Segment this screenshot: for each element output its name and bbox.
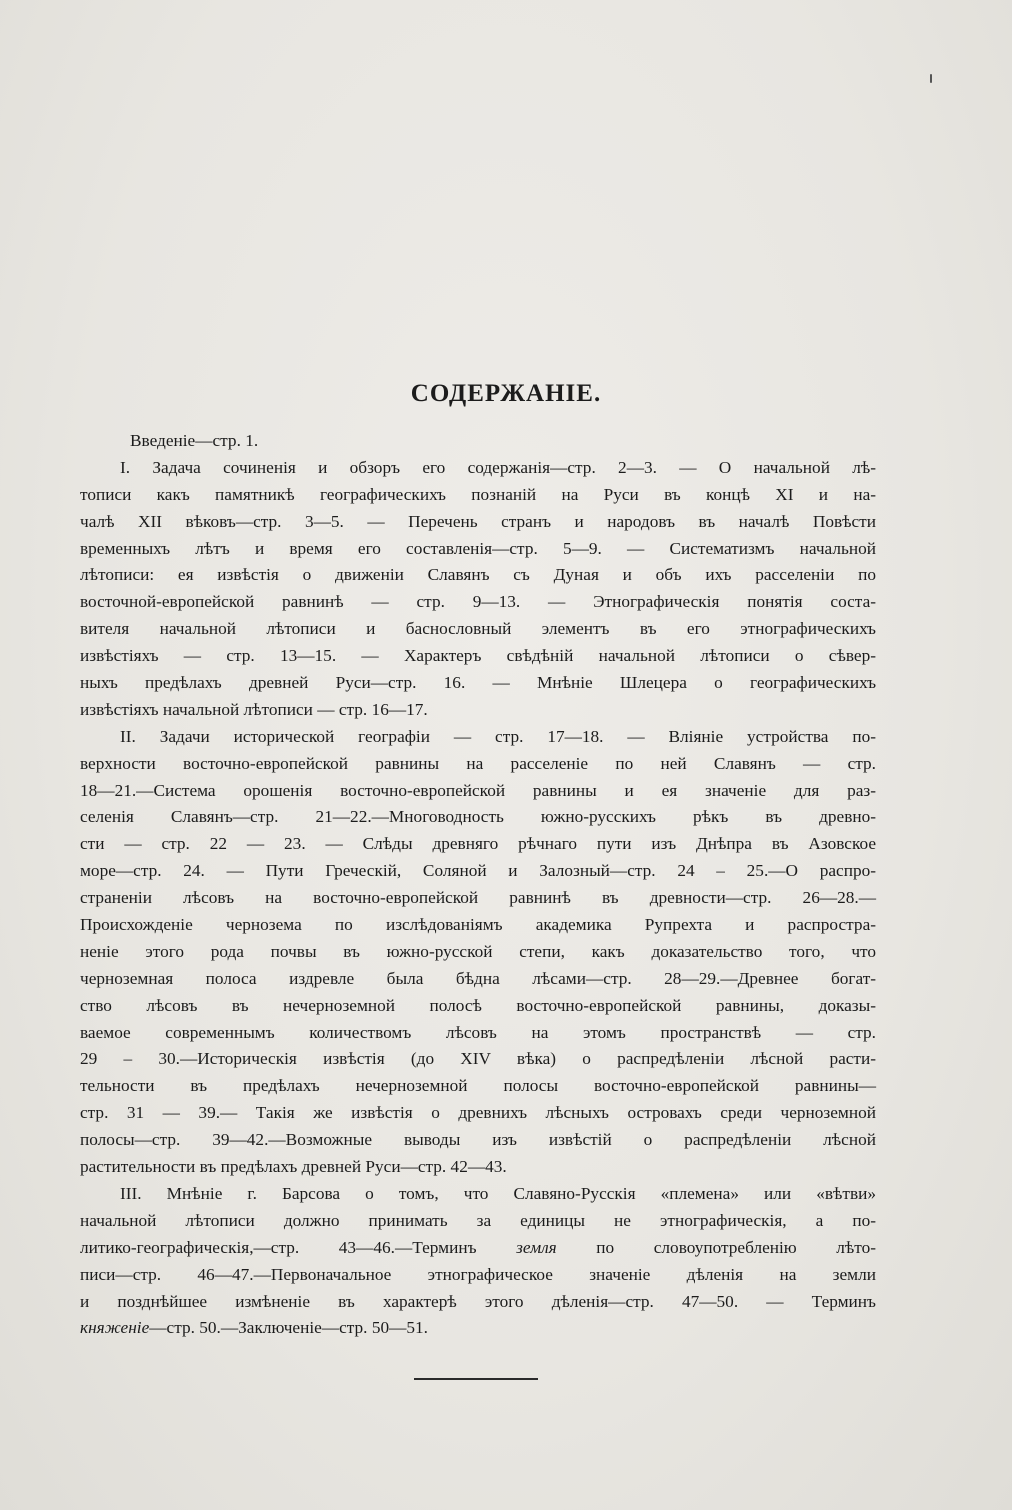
content-line: селенія Славянъ—стр. 21—22.—Многоводность южно-русскихъ рѣкъ въ древно-	[80, 807, 876, 827]
content-line: начальной лѣтописи должно принимать за единицы не этнографическія, а по-	[80, 1210, 876, 1230]
content-line: княженіе—стр. 50.—Заключеніе—стр. 50—51.	[80, 1318, 428, 1338]
content-line: извѣстіяхъ начальной лѣтописи — стр. 16—17.	[80, 699, 428, 719]
content-line: растительности въ предѣлахъ древней Руси—стр. 42—43.	[80, 1157, 507, 1177]
print-speck	[930, 74, 932, 83]
content-line: II. Задачи исторической географіи — стр. 17—18. — Вліяніе устройства по-	[120, 726, 876, 746]
content-line: и позднѣйшее измѣненіе въ характерѣ этого дѣленія—стр. 47—50. — Терминъ	[80, 1291, 876, 1311]
italic-term: земля	[516, 1237, 557, 1257]
content-line: лѣтописи: ея извѣстія о движеніи Славянъ съ Дуная и объ ихъ расселеніи по	[80, 565, 876, 585]
content-line: ваемое современнымъ количествомъ лѣсовъ на этомъ пространствѣ — стр.	[80, 1022, 876, 1042]
closing-rule	[414, 1378, 538, 1380]
content-line: неніе этого рода почвы въ южно-русской степи, какъ доказательство того, что	[80, 941, 876, 961]
intro-line: Введеніе—стр. 1.	[130, 431, 259, 450]
content-line: ство лѣсовъ въ нечерноземной полосѣ восточно-европейской равнины, доказы-	[80, 995, 876, 1015]
content-line: 18—21.—Система орошенія восточно-европейской равнины и ея значеніе для раз-	[80, 780, 876, 800]
page-title: СОДЕРЖАНІЕ.	[410, 380, 602, 407]
content-line: полосы—стр. 39—42.—Возможные выводы изъ извѣстій о распредѣленіи лѣсной	[80, 1130, 876, 1150]
content-line: I. Задача сочиненія и обзоръ его содержанія—стр. 2—3. — О начальной лѣ-	[120, 457, 876, 477]
content-line: страненіи лѣсовъ на восточно-европейской равнинѣ въ древности—стр. 26—28.—	[80, 888, 876, 908]
content-line: тельности въ предѣлахъ нечерноземной полосы восточно-европейской равнины—	[80, 1076, 876, 1096]
content-line: ныхъ предѣлахъ древней Руси—стр. 16. — Мнѣніе Шлецера о географическихъ	[80, 673, 876, 693]
content-line: Происхожденіе чернозема по изслѣдованіямъ академика Рупрехта и распростра-	[80, 915, 876, 935]
content-line: литико-географическія,—стр. 43—46.—Терминъ земля по словоупотребленію лѣто-	[80, 1237, 877, 1257]
content-line: 29 – 30.—Историческія извѣстія (до XIV вѣка) о распредѣленіи лѣсной расти-	[80, 1049, 876, 1069]
content-line: черноземная полоса издревле была бѣдна лѣсами—стр. 28—29.—Древнее богат-	[80, 968, 876, 988]
table-of-contents	[80, 428, 876, 1342]
content-line: море—стр. 24. — Пути Греческій, Соляной и Залозный—стр. 24 – 25.—О распро-	[80, 861, 876, 881]
content-line: чалѣ XII вѣковъ—стр. 3—5. — Перечень странъ и народовъ въ началѣ Повѣсти	[80, 511, 876, 531]
content-line: верхности восточно-европейской равнины на расселеніе по ней Славянъ — стр.	[80, 753, 876, 773]
italic-term: княженіе	[80, 1318, 150, 1338]
content-line: тописи какъ памятникѣ географическихъ познаній на Руси въ концѣ XI и на-	[80, 484, 876, 504]
content-line: сти — стр. 22 — 23. — Слѣды древняго рѣчнаго пути изъ Днѣпра въ Азовское	[80, 834, 876, 854]
content-line: восточной-европейской равнинѣ — стр. 9—13. — Этнографическія понятія соста-	[80, 592, 876, 612]
content-line: писи—стр. 46—47.—Первоначальное этнографическое значеніе дѣленія на земли	[80, 1264, 876, 1284]
content-line: III. Мнѣніе г. Барсова о томъ, что Славяно-Русскія «племена» или «вѣтви»	[120, 1183, 876, 1203]
content-line: стр. 31 — 39.— Такія же извѣстія о древнихъ лѣсныхъ островахъ среди черноземной	[80, 1103, 876, 1123]
content-line: вителя начальной лѣтописи и баснословный элементъ въ его этнографическихъ	[80, 619, 876, 639]
content-line: извѣстіяхъ — стр. 13—15. — Характеръ свѣдѣній начальной лѣтописи о сѣвер-	[80, 646, 876, 666]
content-line: временныхъ лѣтъ и время его составленія—стр. 5—9. — Систематизмъ начальной	[80, 538, 876, 558]
